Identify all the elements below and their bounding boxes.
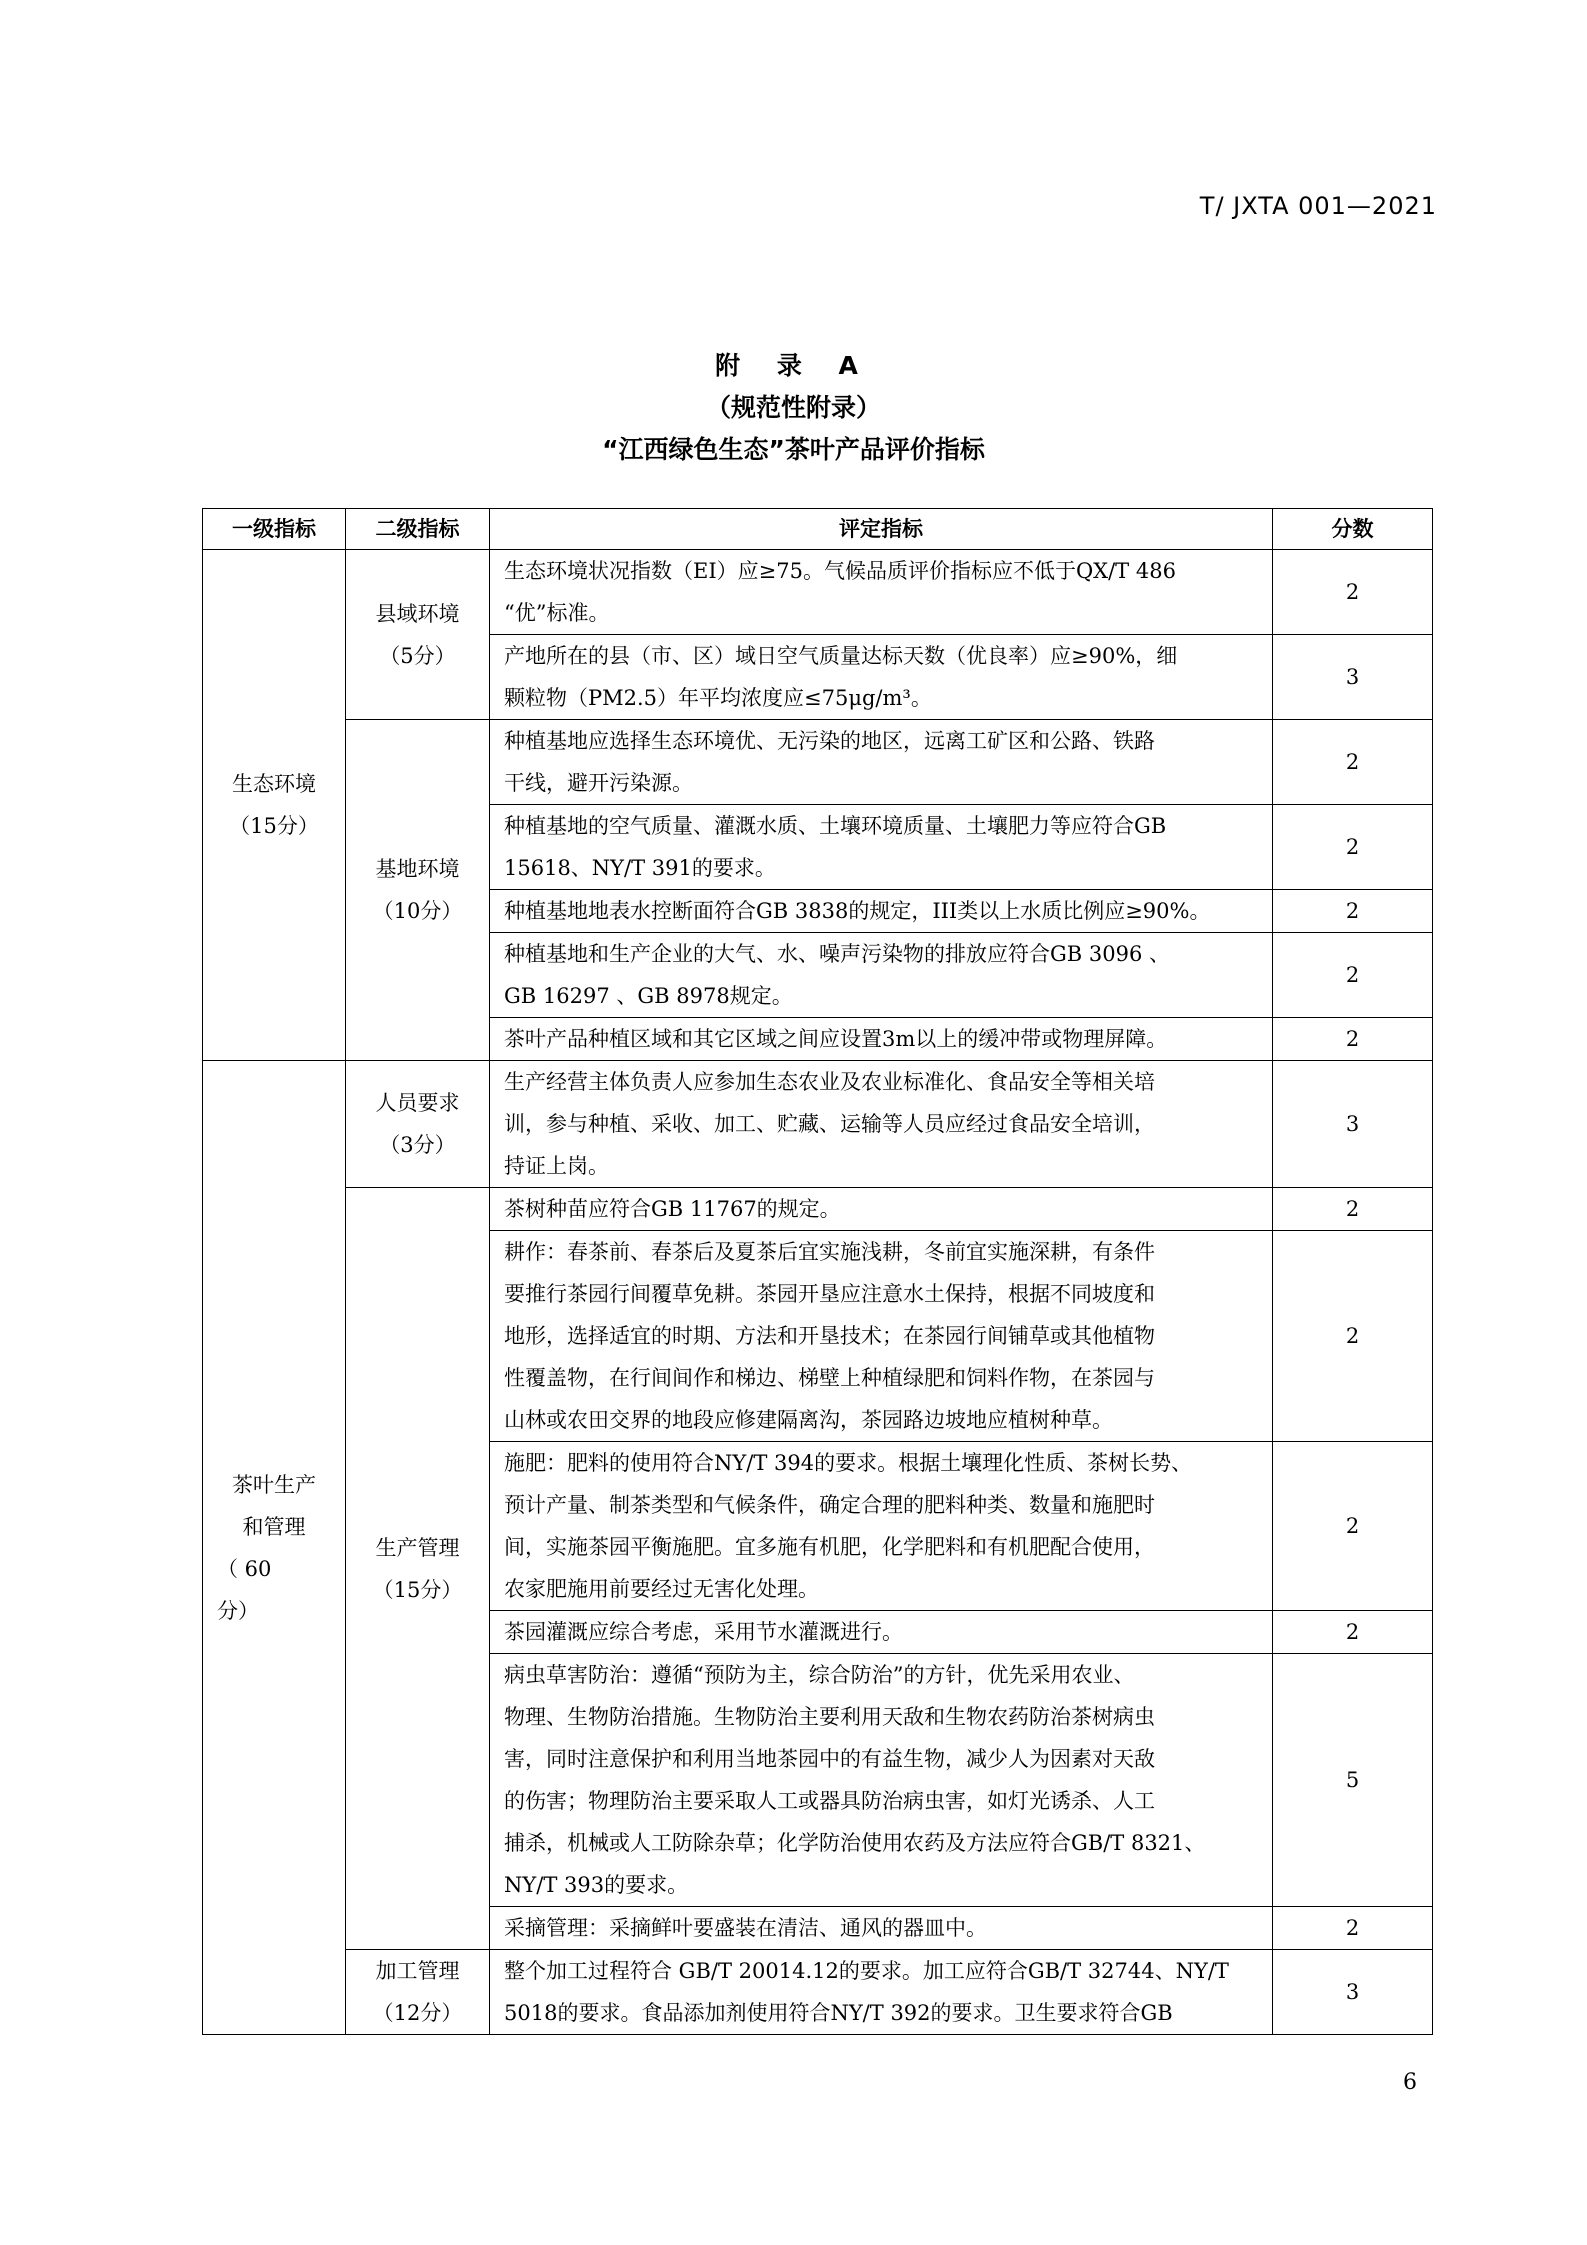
subgroup-staff xyxy=(346,1061,490,1188)
table-row xyxy=(203,1950,1433,2035)
score-cell: 2 xyxy=(1273,1611,1433,1654)
score-cell: 3 xyxy=(1273,1950,1433,2035)
criteria-cell xyxy=(490,1442,1273,1611)
score-cell: 2 xyxy=(1273,550,1433,635)
appendix-type: （规范性附录） xyxy=(705,393,881,422)
table-row xyxy=(203,550,1433,635)
criteria-cell xyxy=(490,550,1273,635)
criteria-line: 种植基地和生产企业的大气、水、噪声污染物的排放应符合GB 3096 、 xyxy=(504,942,1170,966)
group-name-line: 茶叶生产 xyxy=(232,1472,316,1497)
subgroup-proc xyxy=(346,1950,490,2035)
score-cell: 2 xyxy=(1273,1907,1433,1950)
criteria-line: 农家肥施用前要经过无害化处理。 xyxy=(504,1577,819,1601)
criteria-line: 种植基地地表水控断面符合GB 3838的规定，III类以上水质比例应≥90%。 xyxy=(504,899,1211,923)
table-header-row xyxy=(203,509,1433,550)
subgroup-score: （15分） xyxy=(372,1577,463,1602)
score-cell: 2 xyxy=(1273,890,1433,933)
criteria-cell xyxy=(490,1188,1273,1231)
criteria-cell xyxy=(490,1611,1273,1654)
criteria-line: 整个加工过程符合 GB/T 20014.12的要求。加工应符合GB/T 32744、NY/T xyxy=(504,1959,1229,1983)
criteria-cell xyxy=(490,1018,1273,1061)
group-name: 生态环境 xyxy=(232,772,316,796)
score-cell: 2 xyxy=(1273,805,1433,890)
criteria-line: 害，同时注意保护和利用当地茶园中的有益生物，减少人为因素对天敌 xyxy=(504,1747,1155,1771)
criteria-line: 生态环境状况指数（EI）应≥75。气候品质评价指标应不低于QX/T 486 xyxy=(504,559,1176,583)
criteria-cell xyxy=(490,635,1273,720)
criteria-line: GB 16297 、GB 8978规定。 xyxy=(504,984,793,1008)
criteria-line: 山林或农田交界的地段应修建隔离沟，茶园路边坡地应植树种草。 xyxy=(504,1408,1113,1432)
criteria-line: 干线，避开污染源。 xyxy=(504,771,693,795)
criteria-line: “优”标准。 xyxy=(504,601,610,625)
group-tea xyxy=(203,1061,346,2035)
appendix-heading xyxy=(0,345,1587,471)
score-cell: 3 xyxy=(1273,1061,1433,1188)
score-cell: 2 xyxy=(1273,1231,1433,1442)
page-number: 6 xyxy=(1403,2070,1417,2095)
score-cell: 5 xyxy=(1273,1654,1433,1907)
criteria-line: 耕作：春茶前、春茶后及夏茶后宜实施浅耕，冬前宜实施深耕，有条件 xyxy=(504,1240,1155,1264)
criteria-line: 种植基地的空气质量、灌溉水质、土壤环境质量、土壤肥力等应符合GB xyxy=(504,814,1167,838)
criteria-line: 施肥：肥料的使用符合NY/T 394的要求。根据土壤理化性质、茶树长势、 xyxy=(504,1451,1193,1475)
criteria-cell xyxy=(490,805,1273,890)
subgroup-name: 生产管理 xyxy=(375,1535,460,1560)
criteria-line: 间，实施茶园平衡施肥。宜多施有机肥，化学肥料和有机肥配合使用， xyxy=(504,1535,1155,1559)
criteria-line: 物理、生物防治措施。生物防治主要利用天敌和生物农药防治茶树病虫 xyxy=(504,1705,1155,1729)
group-score-line: 分） xyxy=(217,1598,259,1623)
criteria-line: 的伤害；物理防治主要采取人工或器具防治病虫害，如灯光诱杀、人工 xyxy=(504,1789,1155,1813)
subgroup-prod xyxy=(346,1188,490,1950)
criteria-cell xyxy=(490,1061,1273,1188)
criteria-line: 采摘管理：采摘鲜叶要盛装在清洁、通风的器皿中。 xyxy=(504,1916,987,1940)
criteria-line: 生产经营主体负责人应参加生态农业及农业标准化、食品安全等相关培 xyxy=(504,1070,1155,1094)
table-row xyxy=(203,720,1433,805)
subgroup-name: 县域环境 xyxy=(375,601,460,626)
score-cell: 3 xyxy=(1273,635,1433,720)
subgroup-county xyxy=(346,550,490,720)
appendix-label: 附 录 A xyxy=(715,351,872,380)
criteria-line: 要推行茶园行间覆草免耕。茶园开垦应注意水土保持，根据不同坡度和 xyxy=(504,1282,1155,1306)
criteria-line: 种植基地应选择生态环境优、无污染的地区，远离工矿区和公路、铁路 xyxy=(504,729,1155,753)
criteria-line: 茶叶产品种植区域和其它区域之间应设置3m以上的缓冲带或物理屏障。 xyxy=(504,1027,1168,1051)
score-cell: 2 xyxy=(1273,933,1433,1018)
criteria-line: 产地所在的县（市、区）域日空气质量达标天数（优良率）应≥90%，细 xyxy=(504,644,1178,668)
subgroup-score: （12分） xyxy=(372,2001,463,2025)
criteria-line: 病虫草害防治：遵循“预防为主，综合防治”的方针，优先采用农业、 xyxy=(504,1663,1135,1687)
appendix-title: “江西绿色生态”茶叶产品评价指标 xyxy=(602,435,985,464)
standard-code: T/ JXTA 001—2021 xyxy=(1199,192,1437,220)
subgroup-name: 基地环境 xyxy=(375,857,460,881)
group-score-line: （ 60 xyxy=(217,1556,272,1581)
col-header-score: 分数 xyxy=(1273,509,1433,550)
criteria-line: 预计产量、制茶类型和气候条件，确定合理的肥料种类、数量和施肥时 xyxy=(504,1493,1155,1517)
subgroup-score: （3分） xyxy=(379,1133,456,1157)
criteria-line: 茶树种苗应符合GB 11767的规定。 xyxy=(504,1197,841,1221)
criteria-line: 训，参与种植、采收、加工、贮藏、运输等人员应经过食品安全培训， xyxy=(504,1112,1155,1136)
criteria-line: 持证上岗。 xyxy=(504,1154,609,1178)
table-row xyxy=(203,1188,1433,1231)
col-header-level2: 二级指标 xyxy=(346,509,490,550)
criteria-cell xyxy=(490,933,1273,1018)
criteria-line: 15618、NY/T 391的要求。 xyxy=(504,856,776,880)
col-header-criteria: 评定指标 xyxy=(490,509,1273,550)
col-header-level1: 一级指标 xyxy=(203,509,346,550)
subgroup-name: 加工管理 xyxy=(375,1959,460,1983)
criteria-cell xyxy=(490,1907,1273,1950)
criteria-line: 茶园灌溉应综合考虑，采用节水灌溉进行。 xyxy=(504,1620,903,1644)
criteria-cell xyxy=(490,1231,1273,1442)
group-name-line: 和管理 xyxy=(242,1514,306,1539)
criteria-line: 捕杀，机械或人工防除杂草；化学防治使用农药及方法应符合GB/T 8321、 xyxy=(504,1831,1206,1855)
subgroup-name: 人员要求 xyxy=(375,1091,460,1115)
score-cell: 2 xyxy=(1273,1188,1433,1231)
criteria-line: 5018的要求。食品添加剂使用符合NY/T 392的要求。卫生要求符合GB xyxy=(504,2001,1173,2025)
criteria-line: 颗粒物（PM2.5）年平均浓度应≤75μg/m³。 xyxy=(504,686,932,710)
evaluation-index-table xyxy=(202,508,1433,2035)
criteria-cell xyxy=(490,720,1273,805)
score-cell: 2 xyxy=(1273,1442,1433,1611)
criteria-cell xyxy=(490,890,1273,933)
criteria-line: 地形，选择适宜的时期、方法和开垦技术；在茶园行间铺草或其他植物 xyxy=(504,1324,1155,1348)
criteria-line: 性覆盖物，在行间间作和梯边、梯壁上种植绿肥和饲料作物，在茶园与 xyxy=(504,1366,1155,1390)
table-row xyxy=(203,1061,1433,1188)
criteria-cell xyxy=(490,1654,1273,1907)
score-cell: 2 xyxy=(1273,720,1433,805)
criteria-line: NY/T 393的要求。 xyxy=(504,1873,689,1897)
score-cell: 2 xyxy=(1273,1018,1433,1061)
criteria-cell xyxy=(490,1950,1273,2035)
group-eco xyxy=(203,550,346,1061)
subgroup-score: （10分） xyxy=(372,899,463,923)
group-score: （15分） xyxy=(229,814,319,838)
subgroup-base xyxy=(346,720,490,1061)
subgroup-score: （5分） xyxy=(379,643,456,668)
